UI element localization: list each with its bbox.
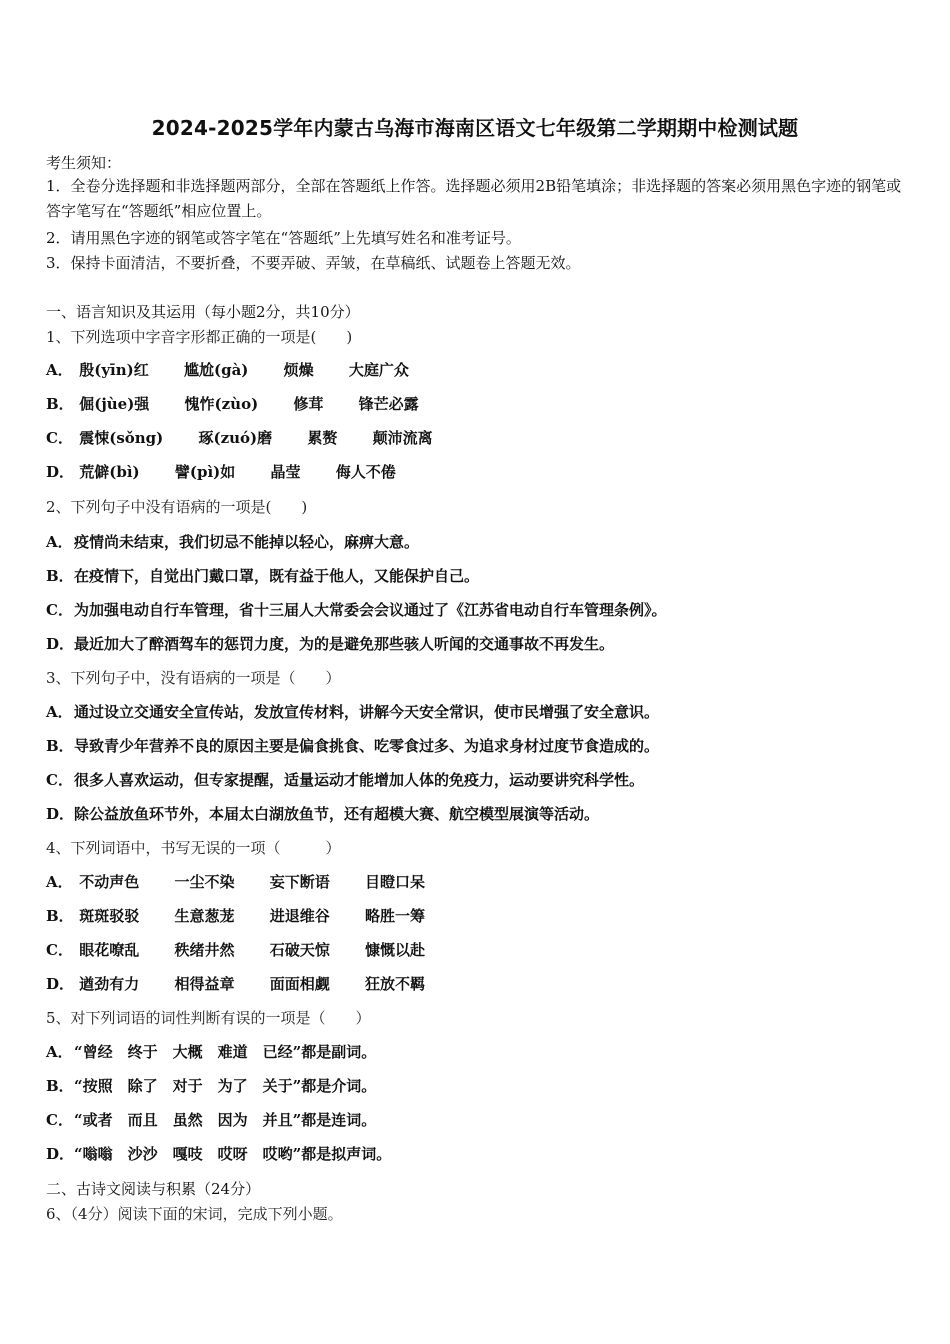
q5-option-c <box>46 1109 376 1130</box>
option-word: 目瞪口呆 <box>364 873 425 891</box>
question-3-stem: 3、下列句子中，没有语病的一项是（ ） <box>46 669 341 687</box>
option-letter: D． <box>46 1145 75 1163</box>
option-word: 颠沛流离 <box>372 429 433 447</box>
option-letter: D． <box>46 463 75 481</box>
option-word: 相得益章 <box>174 975 235 993</box>
option-word: 狂放不羁 <box>364 975 425 993</box>
option-word: 尴尬(gà) <box>183 361 249 379</box>
option-word: 倔(jùe)强 <box>79 395 150 413</box>
option-word: 遒劲有力 <box>79 975 140 993</box>
option-word: 进退维谷 <box>269 907 330 925</box>
option-word: 石破天惊 <box>269 941 330 959</box>
option-letter: C． <box>46 601 73 619</box>
option-letter: B． <box>46 907 74 925</box>
option-text: “嗡嗡 沙沙 嘎吱 哎呀 哎哟”都是拟声词。 <box>74 1145 392 1163</box>
option-letter: A． <box>46 361 73 379</box>
option-letter: A． <box>46 533 73 551</box>
q3-option-b <box>46 735 659 756</box>
option-letter: A． <box>46 1043 73 1061</box>
option-text: 最近加大了醉酒驾车的惩罚力度，为的是避免那些骇人听闻的交通事故不再发生。 <box>74 635 615 653</box>
option-word: 秩绪井然 <box>174 941 235 959</box>
section-2-heading: 二、古诗文阅读与积累（24分） <box>46 1180 261 1198</box>
question-4-stem: 4、下列词语中，书写无误的一项（ ） <box>46 839 341 857</box>
option-word: 斑斑驳驳 <box>79 907 140 925</box>
q3-option-c <box>46 769 644 790</box>
notice-item-1: 1．全卷分选择题和非选择题两部分，全部在答题纸上作答。选择题必须用2B铅笔填涂；非选择题的答案必须用黑色字迹的钢笔或答字笔写在“答题纸”相应位置上。 <box>46 177 902 220</box>
question-1-stem: 1、下列选项中字音字形都正确的一项是( ) <box>46 328 353 346</box>
option-word: 琢(zuó)磨 <box>198 429 273 447</box>
option-letter: C． <box>46 429 73 447</box>
q5-option-b <box>46 1075 376 1096</box>
q2-option-d <box>46 633 614 654</box>
option-letter: B． <box>46 395 74 413</box>
option-word: 烦燥 <box>283 361 314 379</box>
option-text: 通过设立交通安全宣传站，发放宣传材料，讲解今天安全常识，使市民增强了安全意识。 <box>74 703 660 721</box>
option-letter: A． <box>46 703 73 721</box>
notice-item-2: 2．请用黑色字迹的钢笔或答字笔在“答题纸”上先填写姓名和准考证号。 <box>46 229 521 247</box>
option-word: 一尘不染 <box>174 873 235 891</box>
option-word: 侮人不倦 <box>335 463 396 481</box>
option-letter: B． <box>46 737 74 755</box>
q1-option-c <box>46 427 463 448</box>
q1-option-b <box>46 393 449 414</box>
q3-option-a <box>46 701 659 722</box>
section-1-heading: 一、语言知识及其运用（每小题2分，共10分） <box>46 303 360 321</box>
q2-option-a <box>46 531 419 552</box>
option-text: 疫情尚未结束，我们切忌不能掉以轻心，麻痹大意。 <box>74 533 420 551</box>
page-title: 2024-2025学年内蒙古乌海市海南区语文七年级第二学期期中检测试题 <box>151 116 799 140</box>
option-word: 修茸 <box>293 395 324 413</box>
option-word: 眼花嘹乱 <box>79 941 140 959</box>
option-text: 除公益放鱼环节外，本届太白湖放鱼节，还有超模大赛、航空模型展演等活动。 <box>74 805 600 823</box>
q1-option-a <box>46 359 439 380</box>
option-word: 累赘 <box>307 429 338 447</box>
q4-option-c <box>46 939 455 960</box>
option-text: 为加强电动自行车管理，省十三届人大常委会会议通过了《江苏省电动自行车管理条例》。 <box>74 601 667 619</box>
option-letter: D． <box>46 635 75 653</box>
option-text: “或者 而且 虽然 因为 并且”都是连词。 <box>74 1111 377 1129</box>
option-letter: B． <box>46 567 74 585</box>
question-5-stem: 5、对下列词语的词性判断有误的一项是（ ） <box>46 1009 371 1027</box>
option-word: 大庭广众 <box>348 361 409 379</box>
option-letter: B． <box>46 1077 74 1095</box>
option-word: 不动声色 <box>79 873 140 891</box>
q3-option-d <box>46 803 599 824</box>
option-word: 妄下断语 <box>269 873 330 891</box>
option-word: 震悚(sǒng) <box>79 429 164 447</box>
option-letter: C． <box>46 1111 73 1129</box>
option-word: 荒僻(bì) <box>79 463 140 481</box>
option-letter: D． <box>46 975 75 993</box>
option-text: 导致青少年营养不良的原因主要是偏食挑食、吃零食过多、为追求身材过度节食造成的。 <box>74 737 660 755</box>
option-letter: C． <box>46 941 73 959</box>
notice-heading: 考生须知： <box>46 154 122 172</box>
option-word: 锋芒必露 <box>358 395 419 413</box>
notice-item-3: 3．保持卡面清洁，不要折叠，不要弄破、弄皱，在草稿纸、试题卷上答题无效。 <box>46 254 581 272</box>
q4-option-d <box>46 973 455 994</box>
q1-option-d <box>46 461 426 482</box>
option-text: “曾经 终于 大概 难道 已经”都是副词。 <box>74 1043 377 1061</box>
q2-option-c <box>46 599 667 620</box>
option-text: 在疫情下，自觉出门戴口罩，既有益于他人，又能保护自己。 <box>74 567 480 585</box>
option-text: “按照 除了 对于 为了 关于”都是介词。 <box>74 1077 377 1095</box>
option-letter: D． <box>46 805 75 823</box>
option-word: 面面相觑 <box>269 975 330 993</box>
q5-option-d <box>46 1143 391 1164</box>
option-word: 愧怍(zùo) <box>184 395 259 413</box>
option-word: 殷(yīn)红 <box>79 361 149 379</box>
q4-option-b <box>46 905 455 926</box>
q2-option-b <box>46 565 479 586</box>
option-word: 譬(pì)如 <box>174 463 236 481</box>
option-word: 略胜一筹 <box>364 907 425 925</box>
option-letter: A． <box>46 873 73 891</box>
option-word: 晶莹 <box>270 463 301 481</box>
q4-option-a <box>46 871 455 892</box>
option-letter: C． <box>46 771 73 789</box>
question-2-stem: 2、下列句子中没有语病的一项是( ) <box>46 498 308 516</box>
option-text: 很多人喜欢运动，但专家提醒，适量运动才能增加人体的免疫力，运动要讲究科学性。 <box>74 771 645 789</box>
question-6-stem: 6、（4分）阅读下面的宋词，完成下列小题。 <box>46 1205 343 1223</box>
option-word: 慷慨以赴 <box>364 941 425 959</box>
option-word: 生意葱茏 <box>174 907 235 925</box>
q5-option-a <box>46 1041 376 1062</box>
